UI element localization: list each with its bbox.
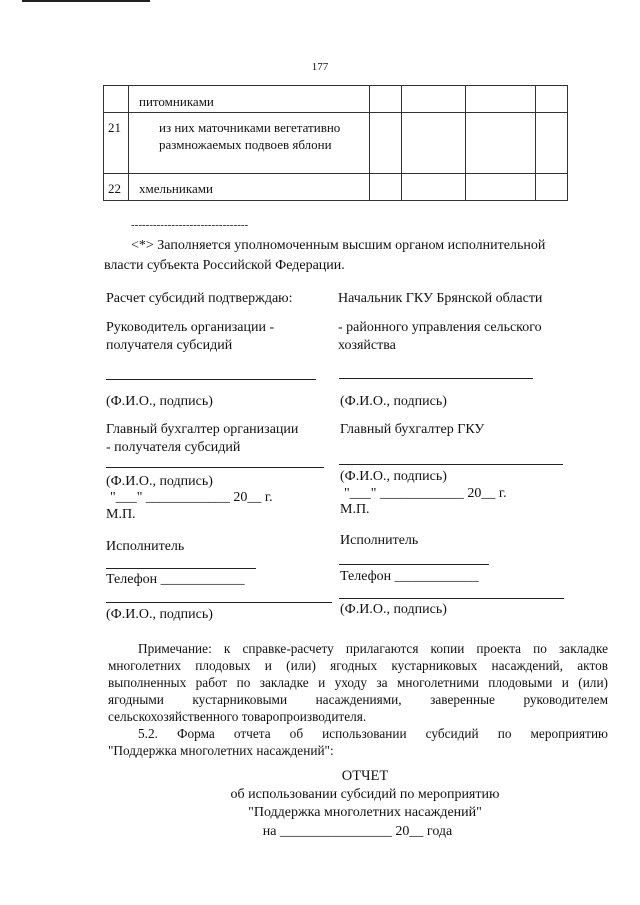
note-line: выполненных работ по закладке и уходу за многолетними плодовыми и (или) — [108, 675, 608, 690]
table-row — [104, 86, 568, 113]
left-fio3: (Ф.И.О., подпись) — [106, 607, 213, 622]
right-head-line3: хозяйства — [338, 338, 396, 353]
right-fio3: (Ф.И.О., подпись) — [340, 602, 447, 617]
row-number: 21 — [104, 113, 129, 174]
row-number: 22 — [104, 174, 129, 201]
table-row — [104, 113, 568, 174]
left-fio2: (Ф.И.О., подпись) — [106, 474, 213, 489]
report-line3: на ________________ 20__ года — [262, 824, 453, 839]
note-line: 5.2. Форма отчета об использовании субсидий по мероприятию — [138, 726, 608, 741]
report-line2: "Поддержка многолетних насаждений" — [248, 805, 482, 820]
signature-line — [339, 378, 533, 379]
signature-line — [339, 598, 564, 599]
signature-line — [339, 564, 489, 565]
left-head-line2: получателя субсидий — [106, 338, 233, 353]
signature-line — [106, 379, 316, 380]
right-accountant: Главный бухгалтер ГКУ — [340, 422, 485, 437]
left-confirm: Расчет субсидий подтверждаю: — [106, 291, 293, 306]
note-line: сельскохозяйственного товаропроизводителя. — [108, 709, 367, 724]
table-row — [104, 174, 568, 201]
right-phone: Телефон ____________ — [340, 569, 479, 584]
left-acc-line1: Главный бухгалтер организации — [106, 422, 299, 437]
left-fio1: (Ф.И.О., подпись) — [106, 394, 213, 409]
signature-line — [339, 464, 563, 465]
right-head-line2: - районного управления сельского — [338, 320, 542, 335]
note-line: многолетних плодовых и (или) ягодных кустарниковых насаждений, актов — [108, 658, 608, 673]
top-rule — [22, 0, 150, 2]
row-label: питомниками — [129, 86, 370, 113]
signature-line — [106, 467, 324, 468]
left-mp: М.П. — [106, 507, 136, 522]
signature-line — [106, 568, 256, 569]
report-line1: об использовании субсидий по мероприятию — [230, 787, 500, 802]
report-title: ОТЧЕТ — [341, 768, 389, 784]
row-number — [104, 86, 129, 113]
note-line: ягодными кустарниковыми насаждениями, заверенные руководителем — [108, 692, 608, 707]
row-label: из них маточниками вегетативно размножаемых подвоев яблони — [129, 113, 370, 174]
signature-line — [106, 602, 332, 603]
left-phone: Телефон ____________ — [106, 572, 245, 587]
right-fio1: (Ф.И.О., подпись) — [340, 394, 447, 409]
right-date: "___" ____________ 20__ г. — [344, 486, 507, 501]
left-acc-line2: - получателя субсидий — [106, 440, 241, 455]
right-mp: М.П. — [340, 502, 370, 517]
left-date: "___" ____________ 20__ г. — [110, 490, 273, 505]
left-head-line1: Руководитель организации - — [106, 320, 275, 335]
footnote-line2: власти субъекта Российской Федерации. — [104, 258, 345, 273]
data-table — [103, 85, 568, 201]
footnote-line1: <*> Заполняется уполномоченным высшим органом исполнительной — [131, 238, 546, 253]
right-head-line1: Начальник ГКУ Брянской области — [338, 291, 543, 306]
note-block — [108, 640, 608, 759]
note-line: "Поддержка многолетних насаждений": — [108, 743, 334, 758]
page-number: 177 — [311, 61, 329, 73]
note-line: Примечание: к справке-расчету прилагаются копии проекта по закладке — [138, 641, 608, 656]
right-fio2: (Ф.И.О., подпись) — [340, 469, 447, 484]
row-label: хмельниками — [129, 174, 370, 201]
right-executor: Исполнитель — [340, 533, 419, 548]
footnote-separator: -------------------------------- — [131, 219, 249, 231]
left-executor: Исполнитель — [106, 539, 185, 554]
